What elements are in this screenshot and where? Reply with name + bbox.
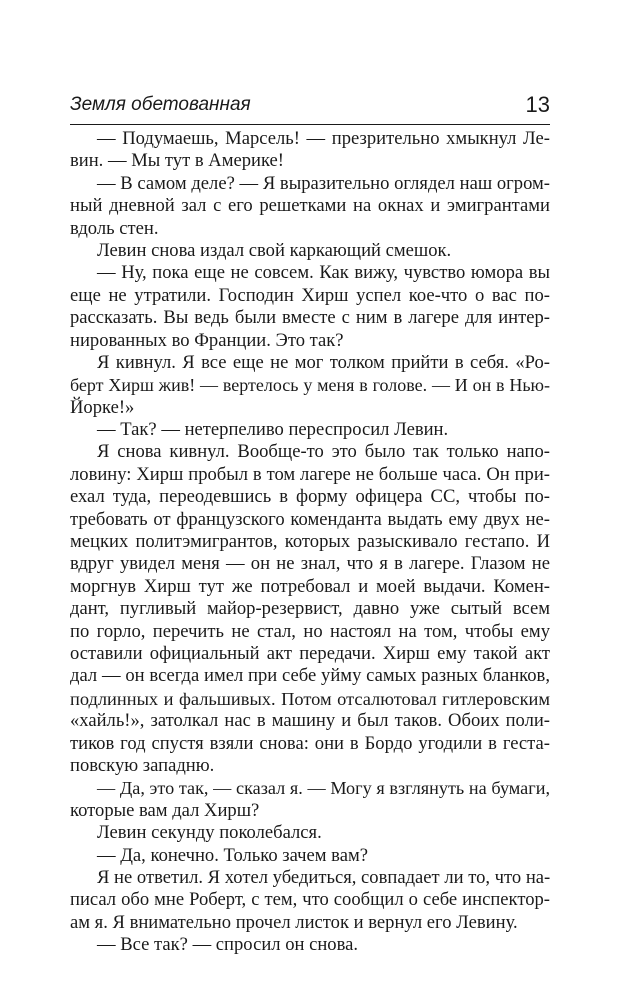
text-line: ам я. Я внимательно прочел листок и вернул его Левину. [70, 911, 518, 933]
text-line: дант, пугливый майор-резервист, давно уже сытый всем [70, 598, 550, 620]
text-line: мецких политэмигрантов, которых разыскивало гестапо. И [70, 531, 550, 553]
text-line: писал обо мне Роберт, с тем, что сообщил о себе инспектор- [70, 889, 550, 911]
text-line: — В самом деле? — Я выразительно оглядел наш огром- [97, 172, 550, 194]
page-header [70, 92, 550, 122]
text-line: — Ну, пока еще не совсем. Как вижу, чувство юмора вы [97, 262, 550, 284]
text-line: Йорке!» [70, 396, 135, 418]
body-text [70, 128, 550, 956]
text-line: требовать от французского коменданта выдать ему двух не- [70, 508, 550, 530]
text-line: Я кивнул. Я все еще не мог толком прийти в себя. «Ро- [97, 351, 550, 373]
text-line: тиков год спустя взяли снова: они в Бордо угодили в геста- [70, 732, 550, 754]
text-line: ехал туда, переодевшись в форму офицера СС, чтобы по- [70, 486, 550, 508]
text-line: подлинных и фальшивых. Потом отсалютовал гитлеровским [70, 688, 550, 709]
text-line: которые вам дал Хирш? [70, 799, 260, 821]
text-line: — Да, это так, — сказал я. — Могу я взглянуть на бумаги, [97, 778, 550, 799]
text-line: — Да, конечно. Только зачем вам? [97, 844, 368, 866]
text-line: Я снова кивнул. Вообще-то это было так только напо- [97, 441, 550, 463]
text-line: Левин секунду поколебался. [97, 822, 322, 844]
text-line: моргнув Хирш тут же потребовал и моей выдачи. Комен- [70, 575, 550, 597]
text-line: «хайль!», затолкал нас в машину и был таков. Обоих поли- [70, 710, 550, 732]
text-line: вин. — Мы тут в Америке! [70, 150, 284, 172]
text-line: берт Хирш жив! — вертелось у меня в голове. — И он в Нью- [70, 375, 550, 396]
text-line: еще не утратили. Господин Хирш успел кое-что о вас по- [70, 284, 550, 306]
text-line: ный дневной зал с его решетками на окнах и эмигрантами [70, 195, 550, 217]
header-rule [70, 124, 550, 125]
text-line: — Так? — нетерпеливо переспросил Левин. [97, 419, 449, 441]
running-title: Земля обетованная [70, 94, 251, 115]
text-line: вдруг увидел меня — он не знал, что я в лагере. Глазом не [70, 553, 550, 575]
text-line: по горло, перечить не стал, но настоял на том, чтобы ему [70, 620, 550, 642]
text-line: — Подумаешь, Марсель! — презрительно хмыкнул Ле- [97, 128, 550, 149]
text-line: повскую западню. [70, 754, 215, 776]
text-line: ловину: Хирш пробыл в том лагере не больше часа. Он при- [70, 463, 550, 485]
text-line: — Все так? — спросил он снова. [97, 934, 359, 956]
text-line: оставили официальный акт передачи. Хирш ему такой акт [70, 642, 550, 664]
text-line: Левин снова издал свой каркающий смешок. [97, 239, 452, 261]
text-line: Я не ответил. Я хотел убедиться, совпадает ли то, что на- [97, 866, 551, 888]
text-line: нированных во Франции. Это так? [70, 329, 344, 351]
page-number: 13 [525, 92, 550, 117]
text-line: вдоль стен. [70, 217, 159, 239]
text-line: рассказать. Вы ведь были вместе с ним в лагере для интер- [70, 307, 550, 329]
text-line: дал — он всегда имел при себе уйму самых разных бланков, [70, 665, 550, 687]
